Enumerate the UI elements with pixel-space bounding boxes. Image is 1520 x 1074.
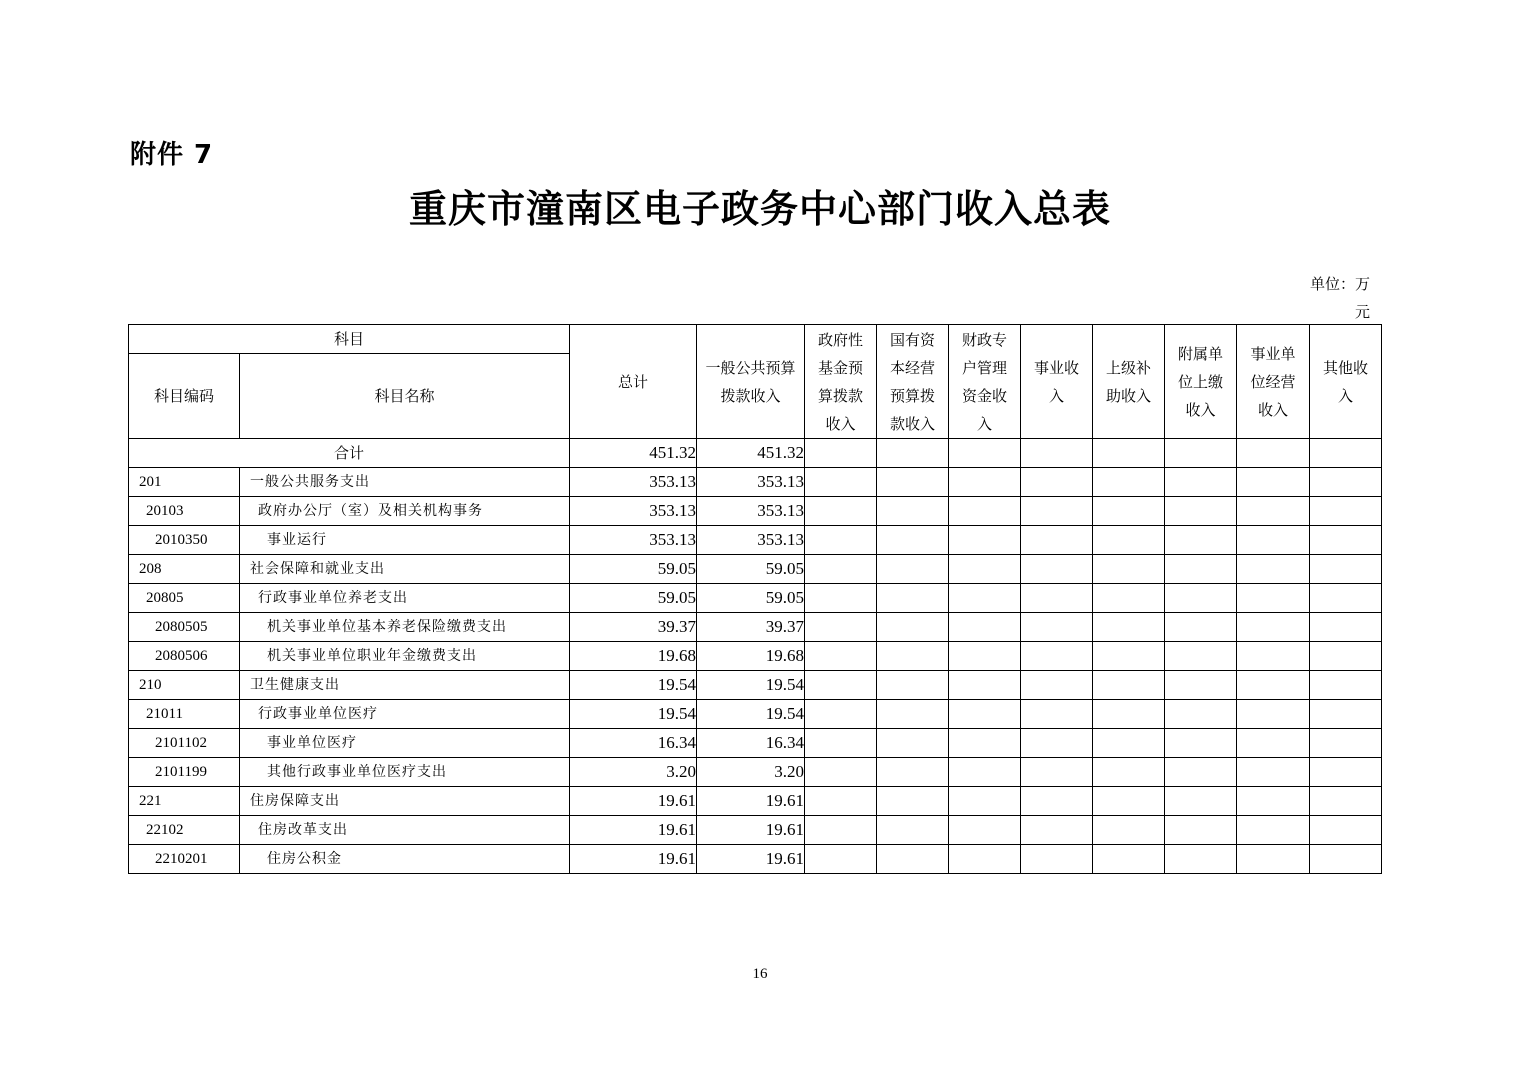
row-code: 22102 [129, 816, 240, 845]
empty-cell [877, 671, 949, 700]
empty-cell [877, 642, 949, 671]
row-code: 2101102 [129, 729, 240, 758]
empty-cell [1237, 468, 1310, 497]
row-name: 住房公积金 [240, 845, 570, 874]
row-name: 其他行政事业单位医疗支出 [240, 758, 570, 787]
empty-cell [805, 787, 877, 816]
empty-cell [1310, 613, 1382, 642]
table-row [129, 671, 1382, 700]
empty-cell [1021, 584, 1093, 613]
row-general-budget: 19.68 [697, 642, 805, 671]
row-general-budget: 353.13 [697, 497, 805, 526]
row-general-budget: 16.34 [697, 729, 805, 758]
empty-cell [1310, 787, 1382, 816]
empty-cell [1310, 439, 1382, 468]
row-name: 行政事业单位医疗 [240, 700, 570, 729]
empty-cell [949, 671, 1021, 700]
empty-cell [1093, 642, 1165, 671]
empty-cell [949, 758, 1021, 787]
table-body [129, 439, 1382, 874]
empty-cell [877, 439, 949, 468]
row-general-budget: 59.05 [697, 584, 805, 613]
table-row [129, 613, 1382, 642]
total-row-label: 合计 [129, 439, 570, 468]
empty-cell [1165, 758, 1237, 787]
empty-cell [877, 613, 949, 642]
empty-cell [1093, 555, 1165, 584]
header-general-budget: 一般公共预算拨款收入 [697, 325, 805, 439]
row-name: 机关事业单位基本养老保险缴费支出 [240, 613, 570, 642]
empty-cell [949, 526, 1021, 555]
empty-cell [805, 468, 877, 497]
empty-cell [877, 816, 949, 845]
row-code: 2080506 [129, 642, 240, 671]
unit-label: 单位：万元 [1310, 275, 1371, 321]
row-code: 221 [129, 787, 240, 816]
table-row [129, 555, 1382, 584]
empty-cell [1021, 439, 1093, 468]
row-total: 16.34 [570, 729, 697, 758]
empty-cell [1165, 468, 1237, 497]
empty-cell [1165, 845, 1237, 874]
empty-cell [805, 439, 877, 468]
empty-cell [949, 700, 1021, 729]
empty-cell [949, 497, 1021, 526]
empty-cell [949, 613, 1021, 642]
empty-cell [1165, 584, 1237, 613]
empty-cell [1237, 642, 1310, 671]
row-name: 事业单位医疗 [240, 729, 570, 758]
header-fiscal-account: 财政专户管理资金收入 [949, 325, 1021, 439]
empty-cell [949, 642, 1021, 671]
row-total: 19.54 [570, 700, 697, 729]
empty-cell [1093, 439, 1165, 468]
empty-cell [1237, 758, 1310, 787]
empty-cell [1165, 526, 1237, 555]
empty-cell [877, 555, 949, 584]
table-row [129, 526, 1382, 555]
empty-cell [1093, 845, 1165, 874]
row-name: 住房保障支出 [240, 787, 570, 816]
table-row [129, 758, 1382, 787]
empty-cell [1237, 787, 1310, 816]
row-code: 208 [129, 555, 240, 584]
empty-cell [1310, 671, 1382, 700]
table-row [129, 642, 1382, 671]
empty-cell [1165, 497, 1237, 526]
header-other-income: 其他收入 [1310, 325, 1382, 439]
row-general-budget: 59.05 [697, 555, 805, 584]
row-name: 卫生健康支出 [240, 671, 570, 700]
empty-cell [1237, 845, 1310, 874]
empty-cell [1093, 584, 1165, 613]
row-general-budget: 19.54 [697, 671, 805, 700]
total-row-general-budget: 451.32 [697, 439, 805, 468]
page-number: 16 [752, 966, 768, 982]
empty-cell [1237, 671, 1310, 700]
header-subject-name: 科目名称 [240, 354, 570, 439]
empty-cell [949, 729, 1021, 758]
empty-cell [1093, 526, 1165, 555]
empty-cell [1093, 729, 1165, 758]
empty-cell [1310, 468, 1382, 497]
table-row [129, 700, 1382, 729]
empty-cell [805, 758, 877, 787]
empty-cell [1093, 613, 1165, 642]
empty-cell [1021, 700, 1093, 729]
row-code: 21011 [129, 700, 240, 729]
empty-cell [877, 787, 949, 816]
row-general-budget: 353.13 [697, 526, 805, 555]
empty-cell [805, 642, 877, 671]
empty-cell [877, 700, 949, 729]
empty-cell [877, 526, 949, 555]
empty-cell [1093, 468, 1165, 497]
empty-cell [949, 584, 1021, 613]
empty-cell [1021, 468, 1093, 497]
empty-cell [1310, 526, 1382, 555]
empty-cell [1310, 700, 1382, 729]
empty-cell [1237, 555, 1310, 584]
attachment-label: 附件 7 [130, 140, 214, 170]
row-total: 353.13 [570, 468, 697, 497]
total-row [129, 439, 1382, 468]
row-total: 19.54 [570, 671, 697, 700]
empty-cell [1310, 845, 1382, 874]
row-general-budget: 3.20 [697, 758, 805, 787]
header-subject-code: 科目编码 [129, 354, 240, 439]
row-name: 一般公共服务支出 [240, 468, 570, 497]
empty-cell [1237, 526, 1310, 555]
empty-cell [805, 584, 877, 613]
empty-cell [1021, 613, 1093, 642]
table-row [129, 468, 1382, 497]
empty-cell [1310, 816, 1382, 845]
empty-cell [805, 729, 877, 758]
empty-cell [1310, 497, 1382, 526]
row-general-budget: 19.61 [697, 787, 805, 816]
row-general-budget: 19.54 [697, 700, 805, 729]
table-row [129, 729, 1382, 758]
row-general-budget: 353.13 [697, 468, 805, 497]
table-row [129, 787, 1382, 816]
empty-cell [1237, 497, 1310, 526]
page-title: 重庆市潼南区电子政务中心部门收入总表 [408, 186, 1111, 231]
empty-cell [1021, 787, 1093, 816]
empty-cell [1237, 613, 1310, 642]
header-gov-fund: 政府性基金预算拨款收入 [805, 325, 877, 439]
empty-cell [1021, 671, 1093, 700]
row-general-budget: 39.37 [697, 613, 805, 642]
empty-cell [877, 729, 949, 758]
row-name: 住房改革支出 [240, 816, 570, 845]
empty-cell [949, 555, 1021, 584]
empty-cell [1237, 584, 1310, 613]
empty-cell [805, 613, 877, 642]
empty-cell [1165, 729, 1237, 758]
empty-cell [877, 584, 949, 613]
header-total: 总计 [570, 325, 697, 439]
row-code: 20805 [129, 584, 240, 613]
row-code: 210 [129, 671, 240, 700]
row-code: 2101199 [129, 758, 240, 787]
header-affiliated-payment: 附属单位上缴收入 [1165, 325, 1237, 439]
total-row-total: 451.32 [570, 439, 697, 468]
empty-cell [1165, 439, 1237, 468]
empty-cell [1093, 787, 1165, 816]
row-code: 2210201 [129, 845, 240, 874]
empty-cell [1021, 816, 1093, 845]
empty-cell [1237, 729, 1310, 758]
empty-cell [805, 497, 877, 526]
empty-cell [1165, 642, 1237, 671]
row-total: 39.37 [570, 613, 697, 642]
empty-cell [1310, 642, 1382, 671]
empty-cell [1021, 497, 1093, 526]
table-row [129, 584, 1382, 613]
row-code: 20103 [129, 497, 240, 526]
table-row [129, 497, 1382, 526]
empty-cell [1165, 671, 1237, 700]
empty-cell [1021, 729, 1093, 758]
empty-cell [949, 845, 1021, 874]
row-code: 2080505 [129, 613, 240, 642]
empty-cell [1021, 845, 1093, 874]
empty-cell [805, 526, 877, 555]
empty-cell [1093, 758, 1165, 787]
row-general-budget: 19.61 [697, 816, 805, 845]
empty-cell [1310, 555, 1382, 584]
header-state-capital: 国有资本经营预算拨款收入 [877, 325, 949, 439]
empty-cell [1021, 526, 1093, 555]
empty-cell [805, 555, 877, 584]
income-summary-table [128, 324, 1382, 874]
row-total: 19.61 [570, 787, 697, 816]
empty-cell [877, 758, 949, 787]
empty-cell [1021, 758, 1093, 787]
header-subject-group: 科目 [129, 325, 570, 354]
empty-cell [1310, 584, 1382, 613]
empty-cell [1093, 497, 1165, 526]
empty-cell [1237, 700, 1310, 729]
empty-cell [1165, 555, 1237, 584]
empty-cell [1165, 816, 1237, 845]
row-total: 353.13 [570, 497, 697, 526]
row-total: 3.20 [570, 758, 697, 787]
empty-cell [877, 468, 949, 497]
empty-cell [1021, 555, 1093, 584]
empty-cell [1093, 700, 1165, 729]
empty-cell [949, 787, 1021, 816]
row-general-budget: 19.61 [697, 845, 805, 874]
row-total: 19.68 [570, 642, 697, 671]
header-business-operation: 事业单位经营收入 [1237, 325, 1310, 439]
empty-cell [805, 700, 877, 729]
row-total: 59.05 [570, 584, 697, 613]
empty-cell [805, 845, 877, 874]
empty-cell [1237, 439, 1310, 468]
empty-cell [949, 439, 1021, 468]
empty-cell [1021, 642, 1093, 671]
row-total: 353.13 [570, 526, 697, 555]
row-name: 社会保障和就业支出 [240, 555, 570, 584]
empty-cell [877, 845, 949, 874]
empty-cell [1310, 729, 1382, 758]
row-code: 201 [129, 468, 240, 497]
empty-cell [1093, 816, 1165, 845]
empty-cell [1237, 816, 1310, 845]
empty-cell [805, 816, 877, 845]
row-total: 59.05 [570, 555, 697, 584]
empty-cell [1165, 787, 1237, 816]
empty-cell [1310, 758, 1382, 787]
header-business-income: 事业收入 [1021, 325, 1093, 439]
row-code: 2010350 [129, 526, 240, 555]
empty-cell [1165, 613, 1237, 642]
row-total: 19.61 [570, 845, 697, 874]
header-upper-subsidy: 上级补助收入 [1093, 325, 1165, 439]
row-total: 19.61 [570, 816, 697, 845]
empty-cell [949, 816, 1021, 845]
empty-cell [1093, 671, 1165, 700]
row-name: 政府办公厅（室）及相关机构事务 [240, 497, 570, 526]
row-name: 事业运行 [240, 526, 570, 555]
table-row [129, 845, 1382, 874]
empty-cell [805, 671, 877, 700]
empty-cell [949, 468, 1021, 497]
empty-cell [1165, 700, 1237, 729]
empty-cell [877, 497, 949, 526]
row-name: 机关事业单位职业年金缴费支出 [240, 642, 570, 671]
table-row [129, 816, 1382, 845]
row-name: 行政事业单位养老支出 [240, 584, 570, 613]
